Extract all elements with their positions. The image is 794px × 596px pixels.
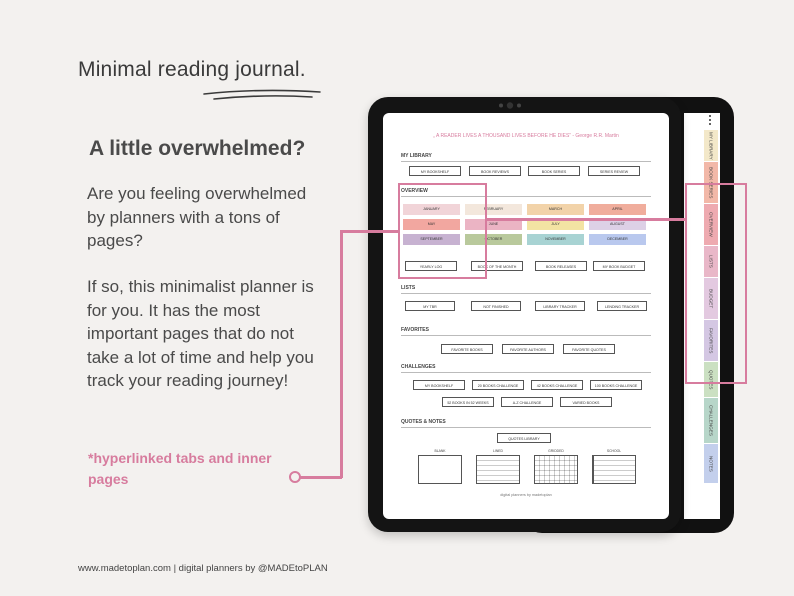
headline: A little overwhelmed? [89,137,306,160]
camera-icon [493,101,527,110]
month-tab[interactable]: AUGUST [589,219,646,230]
month-tab[interactable]: NOVEMBER [527,234,584,245]
footer-text: www.madetoplan.com | digital planners by @MADEtoPLAN [78,563,328,574]
month-tab[interactable]: OCTOBER [465,234,522,245]
planner-quote: „ A READER LIVES A THOUSAND LIVES BEFORE HE DIES” - George R.R. Martin [433,133,619,139]
tab-label: OVERVIEW [708,212,714,237]
month-tab[interactable]: DECEMBER [589,234,646,245]
connector-line [340,230,343,478]
tab-label: BUDGET [708,288,714,309]
month-tab[interactable]: APRIL [589,204,646,215]
nav-button[interactable]: LENDING TRACKER [597,301,647,311]
nav-button[interactable]: BOOK REVIEWS [469,166,521,176]
divider [401,372,651,373]
nav-button[interactable]: A-Z CHALLENGE [501,397,553,407]
hyperlink-note: *hyperlinked tabs and inner pages [88,450,272,487]
template-label: GRIDDED [548,449,564,453]
tab-my-library[interactable] [704,130,718,161]
divider [401,161,651,162]
nav-button[interactable]: MY BOOK BUDGET [593,261,645,271]
template-lined[interactable] [476,455,520,484]
template-label: BLANK [434,449,446,453]
nav-button[interactable]: BOOK SERIES [528,166,580,176]
month-tab[interactable]: JANUARY [403,204,460,215]
nav-button[interactable]: NOT FINISHED [471,301,521,311]
divider [401,427,651,428]
planner-screen [383,113,669,519]
tab-label: NOTES [708,455,714,472]
divider [401,293,651,294]
nav-button[interactable]: 52 BOOKS IN 52 WEEKS [442,397,494,407]
planner-footer: digital planners by madetoplan [500,493,552,497]
section-overview: OVERVIEW [401,188,428,194]
section-my-library: MY LIBRARY [401,153,432,159]
nav-button[interactable]: BOOK RELEASES [535,261,587,271]
nav-button[interactable]: MY TBR [405,301,455,311]
template-school[interactable] [592,455,636,484]
nav-button[interactable]: SERIES REVIEW [588,166,640,176]
nav-button[interactable]: VARIED BOOKS [560,397,612,407]
section-quotes-notes: QUOTES & NOTES [401,419,446,425]
nav-button[interactable]: FAVORITE QUOTES [563,344,615,354]
template-label: SCHOOL [606,449,622,453]
divider [401,335,651,336]
tab-label: MY LIBRARY [708,131,714,160]
nav-button[interactable]: 100 BOOKS CHALLENGE [590,380,642,390]
page-title: Minimal reading journal. [78,58,306,81]
section-lists: LISTS [401,285,416,291]
tab-label: LISTS [708,255,714,268]
month-tab[interactable]: SEPTEMBER [403,234,460,245]
template-label: LINED [493,449,503,453]
tab-notes[interactable] [704,444,718,483]
tab-challenges[interactable] [704,398,718,443]
nav-button[interactable]: FAVORITE AUTHORS [502,344,554,354]
section-challenges: CHALLENGES [401,364,436,370]
description-paragraph: If so, this minimalist planner is for you. It has the most important pages that do not take a lot of time and help you track your reading journey! [87,277,314,390]
tab-label: BOOK SERIES [708,166,714,199]
more-vertical-icon[interactable] [707,114,713,126]
nav-button[interactable]: YEARLY LOG [405,261,457,271]
connector-line [340,230,398,233]
nav-button[interactable]: FAVORITE BOOKS [441,344,493,354]
month-tab[interactable]: JULY [527,219,584,230]
nav-button[interactable]: BOOK OF THE MONTH [471,261,523,271]
nav-button[interactable]: LIBRARY TRACKER [535,301,585,311]
tabs-highlight [685,183,747,384]
tab-label: CHALLENGES [708,405,714,436]
tab-label: FAVORITES [708,327,714,354]
overview-highlight [398,183,487,279]
month-tab[interactable]: MARCH [527,204,584,215]
connector-line [487,218,685,221]
month-tab[interactable]: MAY [403,219,460,230]
section-favorites: FAVORITES [401,327,429,333]
nav-button[interactable]: MY BOOKSHELF [409,166,461,176]
tab-label: QUOTES [708,369,714,390]
quotes-library-button[interactable]: QUOTES LIBRARY [497,433,551,443]
template-blank[interactable] [418,455,462,484]
connector-line [300,476,342,479]
nav-button[interactable]: 20 BOOKS CHALLENGE [472,380,524,390]
intro-paragraph: Are you feeling overwhelmed by planners with a tons of pages? [87,184,307,250]
template-gridded[interactable] [534,455,578,484]
nav-button[interactable]: 42 BOOKS CHALLENGE [531,380,583,390]
month-tab[interactable]: JUNE [465,219,522,230]
month-tab[interactable]: FEBRUARY [465,204,522,215]
underline-swoosh [200,86,326,102]
connector-dot [289,471,301,483]
nav-button[interactable]: MY BOOKSHELF [413,380,465,390]
